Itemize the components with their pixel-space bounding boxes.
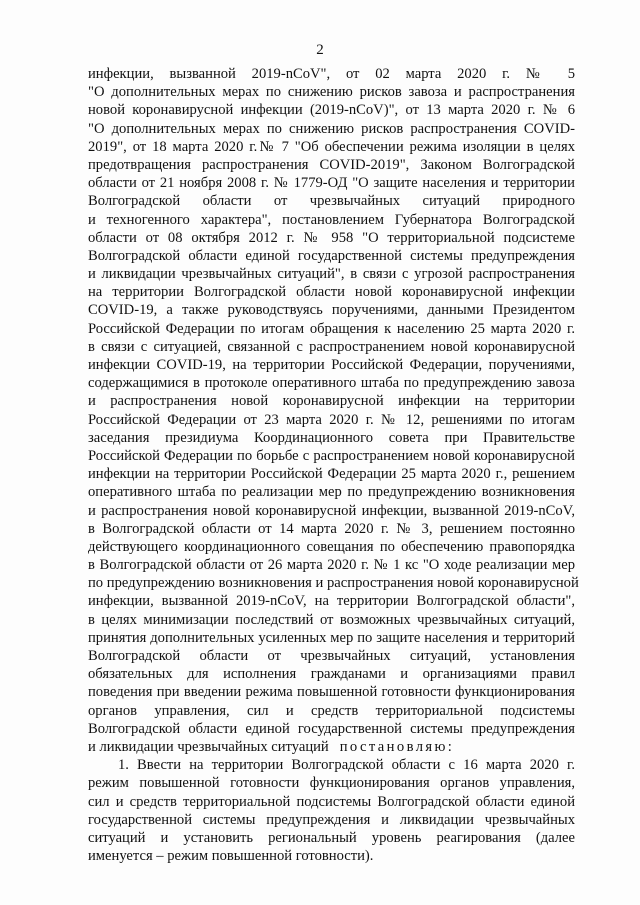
text-line: действующего координационного совещания по обеспечению правопорядка bbox=[88, 538, 575, 555]
item-1-line: ситуаций и установить региональный уровень реагирования (далее bbox=[88, 829, 575, 846]
item-1-line: именуется – режим повышенной готовности). bbox=[88, 848, 374, 865]
text-line: на территории Волгоградской области новой коронавирусной инфекции bbox=[88, 284, 575, 301]
text-line: Волгоградской области единой государственной системы предупреждения bbox=[88, 720, 575, 737]
text-line: в связи с ситуацией, связанной с распространением новой коронавирусной bbox=[88, 338, 575, 355]
text-line: в Волгоградской области от 26 марта 2020 г. № 1 кс "О ходе реализации мер bbox=[88, 557, 575, 574]
text-line: инфекции, вызванной 2019-nCoV, на территории Волгоградской области", bbox=[88, 593, 575, 610]
text-line-end: и ликвидации чрезвычайных ситуаций bbox=[88, 738, 329, 755]
text-line: заседания президиума Координационного совета при Правительстве bbox=[88, 429, 575, 446]
text-line: Российской Федерации по итогам обращения к населению 25 марта 2020 г. bbox=[88, 320, 575, 337]
text-line: содержащимися в протоколе оперативного штаба по предупреждению завоза bbox=[88, 375, 575, 392]
text-line: в Волгоградской области от 14 марта 2020 г. № 3, решением постоянно bbox=[88, 520, 575, 537]
text-line: инфекции на территории Российской Федерации 25 марта 2020 г., решением bbox=[88, 466, 575, 483]
text-line: области от 21 ноября 2008 г. № 1779-ОД "О защите населения и территории bbox=[88, 175, 575, 192]
document-body bbox=[88, 65, 579, 865]
text-line: 2019", от 18 марта 2020 г.№ 7 "Об обеспечении режима изоляции в целях bbox=[88, 138, 575, 155]
item-1-line: 1. Ввести на территории Волгоградской области с 16 марта 2020 г. bbox=[118, 757, 575, 774]
text-line: и техногенного характера", постановлением Губернатора Волгоградской bbox=[88, 211, 575, 228]
decree-word: постановляю: bbox=[339, 738, 455, 755]
text-line: COVID-19, а также руководствуясь поручениями, данными Президентом bbox=[88, 302, 575, 319]
text-line: и распространения новой коронавирусной инфекции, вызванной 2019-nCoV, bbox=[88, 502, 575, 519]
text-line: Волгоградской области единой государственной системы предупреждения bbox=[88, 247, 575, 264]
item-1-line: сил и средств территориальной подсистемы Волгоградской области единой bbox=[88, 793, 575, 810]
item-1-line: государственной системы предупреждения и ликвидации чрезвычайных bbox=[88, 811, 575, 828]
text-line: Волгоградской области от чрезвычайных ситуаций природного bbox=[88, 193, 575, 210]
text-line: по предупреждению возникновения и распространения новой коронавирусной bbox=[88, 575, 579, 592]
text-line: Волгоградской области от чрезвычайных ситуаций, установления bbox=[88, 648, 575, 664]
text-line: инфекции COVID-19, на территории Российской Федерации, поручениями, bbox=[88, 357, 575, 373]
text-line: органов управления, сил и средств территориальной подсистемы bbox=[88, 702, 575, 719]
text-line: области от 08 октября 2012 г. № 958 "О территориальной подсистеме bbox=[88, 229, 575, 246]
text-line: оперативного штаба по реализации мер по предупреждению возникновения bbox=[88, 484, 575, 501]
text-line: обязательных для исполнения гражданами и организациями правил bbox=[88, 666, 575, 683]
text-line: "О дополнительных мерах по снижению рисков распространения COVID- bbox=[88, 120, 575, 137]
text-line: в целях минимизации последствий от возможных чрезвычайных ситуаций, bbox=[88, 611, 575, 628]
item-1-line: режим повышенной готовности функционирования органов управления, bbox=[88, 775, 575, 792]
page-number: 2 bbox=[316, 42, 324, 58]
text-line: и распространения новой коронавирусной инфекции на территории bbox=[88, 393, 575, 410]
text-line: "О дополнительных мерах по снижению рисков завоза и распространения bbox=[88, 84, 575, 101]
text-line: новой коронавирусной инфекции (2019-nCoV)", от 13 марта 2020 г. № 6 bbox=[88, 102, 575, 119]
text-line-with-decree bbox=[88, 738, 575, 756]
text-line: Российской Федерации по борьбе с распространением новой коронавирусной bbox=[88, 447, 575, 464]
text-line: предотвращения распространения COVID-2019", Законом Волгоградской bbox=[88, 156, 575, 173]
text-line: Российской Федерации от 23 марта 2020 г. № 12, решениями по итогам bbox=[88, 411, 575, 428]
text-line: принятия дополнительных усиленных мер по защите населения и территорий bbox=[88, 629, 575, 646]
text-line: поведения при введении режима повышенной готовности функционирования bbox=[88, 684, 575, 701]
text-line: и ликвидации чрезвычайных ситуаций", в связи с угрозой распространения bbox=[88, 266, 575, 283]
text-line: инфекции, вызванной 2019-nCoV", от 02 марта 2020 г. № 5 bbox=[88, 66, 575, 82]
